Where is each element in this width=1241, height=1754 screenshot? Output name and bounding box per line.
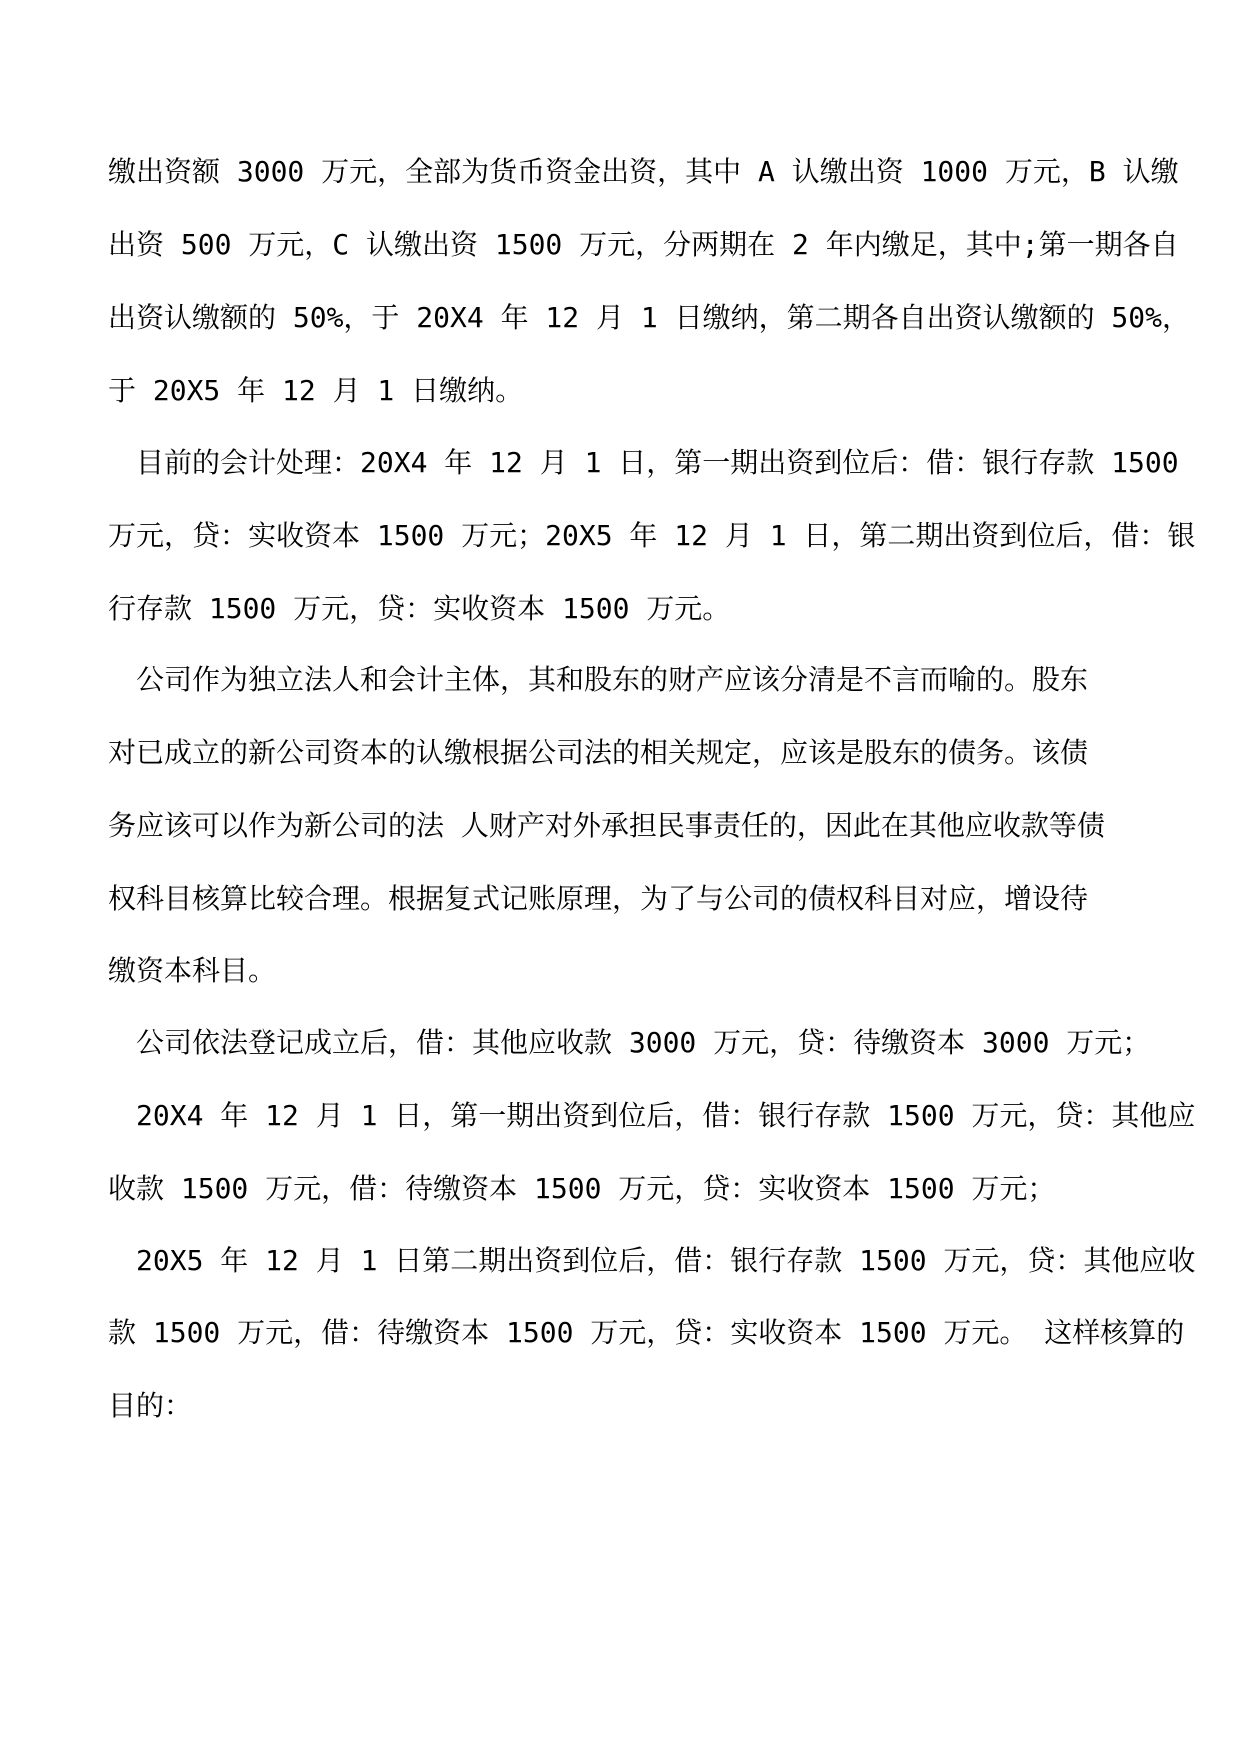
text-line: 款 1500 万元，借：待缴资本 1500 万元，贷：实收资本 1500 万元。 这样核算的 xyxy=(108,1316,1185,1349)
text-line: 出资 500 万元，C 认缴出资 1500 万元，分两期在 2 年内缴足，其中;第一期各自 xyxy=(108,228,1179,261)
text-line: 出资认缴额的 50%，于 20X4 年 12 月 1 日缴纳，第二期各自出资认缴额的 50%， xyxy=(108,301,1191,334)
text-line: 目的： xyxy=(108,1389,193,1422)
text-line: 目前的会计处理：20X4 年 12 月 1 日，第一期出资到位后：借：银行存款 1500 xyxy=(136,446,1179,479)
text-line: 对已成立的新公司资本的认缴根据公司法的相关规定，应该是股东的债务。该债 xyxy=(108,736,1089,769)
text-line: 务应该可以作为新公司的法 人财产对外承担民事责任的，因此在其他应收款等债 xyxy=(108,809,1105,842)
text-line: 公司作为独立法人和会计主体，其和股东的财产应该分清是不言而喻的。股东 xyxy=(136,663,1089,696)
text-line: 缴出资额 3000 万元，全部为货币资金出资，其中 A 认缴出资 1000 万元，B 认缴 xyxy=(108,155,1179,188)
text-line: 行存款 1500 万元，贷：实收资本 1500 万元。 xyxy=(108,592,731,625)
text-line: 20X4 年 12 月 1 日，第一期出资到位后，借：银行存款 1500 万元，贷：其他应 xyxy=(136,1099,1196,1132)
text-line: 缴资本科目。 xyxy=(108,954,277,987)
text-line: 权科目核算比较合理。根据复式记账原理，为了与公司的债权科目对应，增设待 xyxy=(108,882,1089,915)
text-line: 于 20X5 年 12 月 1 日缴纳。 xyxy=(108,374,524,407)
text-line: 20X5 年 12 月 1 日第二期出资到位后，借：银行存款 1500 万元，贷：其他应收 xyxy=(136,1244,1196,1277)
text-line: 公司依法登记成立后，借：其他应收款 3000 万元，贷：待缴资本 3000 万元； xyxy=(136,1026,1151,1059)
text-line: 万元，贷：实收资本 1500 万元；20X5 年 12 月 1 日，第二期出资到位后，借：银 xyxy=(108,519,1196,552)
text-line: 收款 1500 万元，借：待缴资本 1500 万元，贷：实收资本 1500 万元； xyxy=(108,1172,1056,1205)
